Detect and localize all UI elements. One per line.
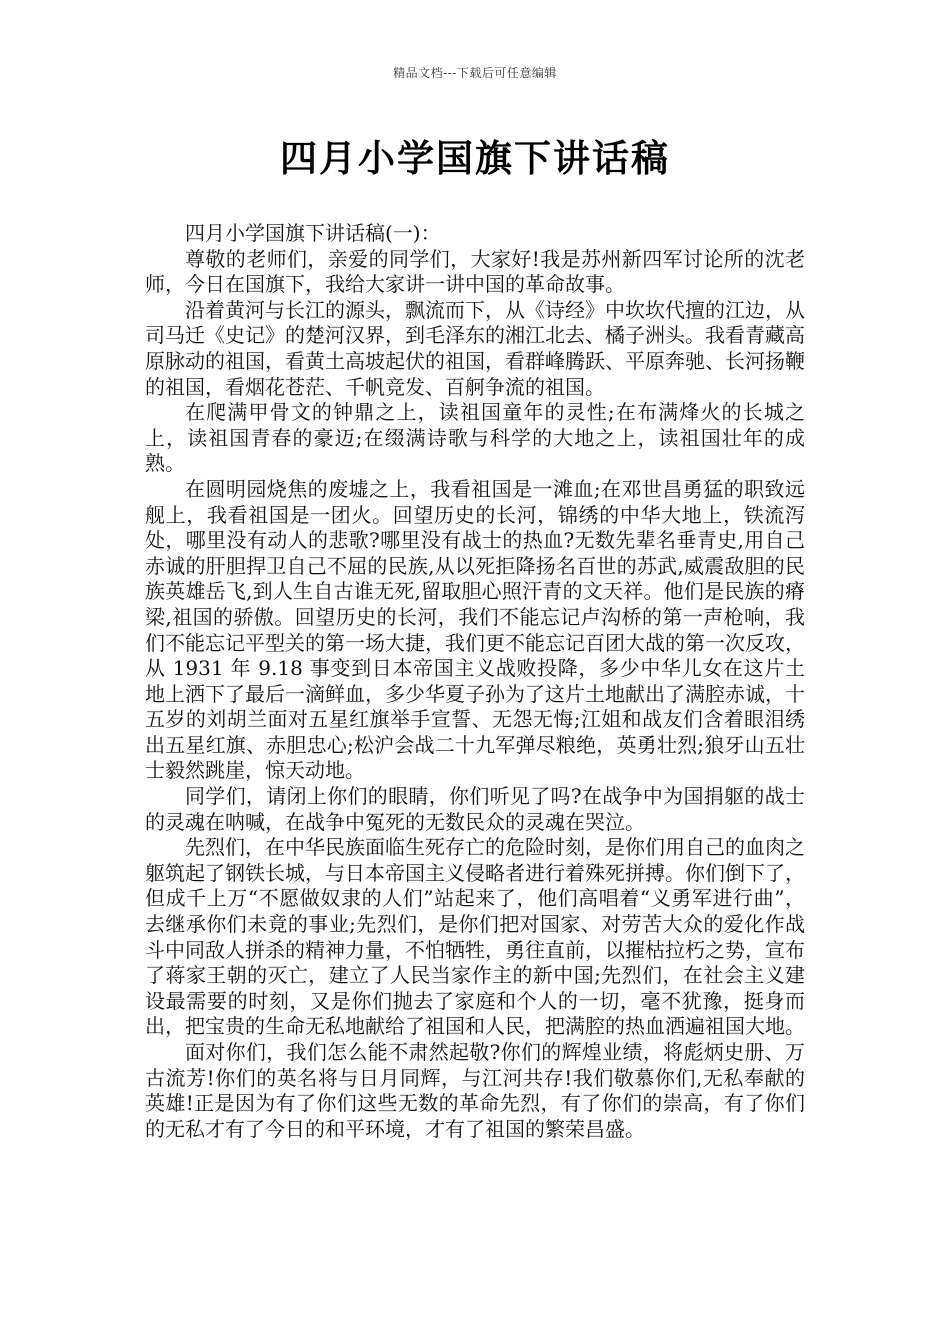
document-title: 四月小学国旗下讲话稿 (280, 137, 670, 180)
document-body (145, 221, 805, 1142)
paragraph: 在爬满甲骨文的钟鼎之上，读祖国童年的灵性;在布满烽火的长城之上，读祖国青春的豪迈;在缀满诗歌与科学的大地之上，读祖国壮年的成熟。 (145, 400, 805, 476)
paragraph-subtitle: 四月小学国旗下讲话稿(一)： (185, 221, 441, 245)
paragraph-greeting: 尊敬的老师们，亲爱的同学们，大家好!我是苏州新四军讨论所的沈老师，今日在国旗下，我给大家讲一讲中国的革命故事。 (145, 246, 805, 297)
paragraph: 同学们，请闭上你们的眼睛，你们听见了吗?在战争中为国捐躯的战士的灵魂在呐喊，在战争中冤死的无数民众的灵魂在哭泣。 (145, 784, 805, 834)
paragraph: 在圆明园烧焦的废墟之上，我看祖国是一滩血;在邓世昌勇猛的职致远舰上，我看祖国是一团火。回望历史的长河，锦绣的中华大地上，铁流泻处，哪里没有动人的悲歌?哪里没有战士的热血?无数先辈名垂青史,用自己赤诚的肝胆捍卫自己不屈的民族,从以死拒降扬名百世的苏武,威震敌胆的民族英雄岳飞,到人生自古谁无死,留取胆心照汗青的文天祥。他们是民族的瘠梁,祖国的骄傲。回望历史的长河，我们不能忘记卢沟桥的第一声枪响，我们不能忘记平型关的第一场大捷，我们更不能忘记百团大战的第一次反攻，从 1931 年 9.18 事变到日本帝国主义战败投降，多少中华儿女在这片土地上洒下了最后一滴鲜血，多少华夏子孙为了这片土地献出了满腔赤诚，十五岁的刘胡兰面对五星红旗举手宣誓、无怨无悔;江姐和战友们含着眼泪绣出五星红旗、赤胆忠心;松沪会战二十九军弹尽粮绝，英勇壮烈;狼牙山五壮士毅然跳崖，惊天动地。 (145, 476, 805, 783)
paragraph: 沿着黄河与长江的源头，飘流而下，从《诗经》中坎坎代擅的江边，从司马迁《史记》的楚河汉界，到毛泽东的湘江北去、橘子洲头。我看青藏高原脉动的祖国，看黄土高坡起伏的祖国，看群峰腾跃、平原奔驰、长河扬鞭的祖国，看烟花苍茫、千帆竞发、百舸争流的祖国。 (145, 297, 805, 399)
header-note: 精品文档---下载后可任意编辑 (393, 66, 557, 80)
paragraph: 面对你们，我们怎么能不肃然起敬?你们的辉煌业绩，将彪炳史册、万古流芳!你们的英名将与日月同辉，与江河共存!我们敬慕你们,无私奉献的英雄!正是因为有了你们这些无数的革命先烈，有了你们的崇高，有了你们的无私才有了今日的和平环境，才有了祖国的繁荣昌盛。 (145, 1040, 805, 1141)
paragraph: 先烈们，在中华民族面临生死存亡的危险时刻，是你们用自己的血肉之躯筑起了钢铁长城，与日本帝国主义侵略者进行着殊死拼搏。你们倒下了，但成千上万“不愿做奴隶的人们”站起来了，他们高唱着“义勇军进行曲”，去继承你们未竟的事业;先烈们，是你们把对国家、对劳苦大众的爱化作战斗中同敌人拼杀的精神力量，不怕牺牲，勇往直前，以摧枯拉朽之势，宣布了蒋家王朝的灭亡，建立了人民当家作主的新中国;先烈们，在社会主义建设最需要的时刻，又是你们抛去了家庭和个人的一切，毫不犹豫，挺身而出，把宝贵的生命无私地献给了祖国和人民，把满腔的热血洒遍祖国大地。 (145, 835, 805, 1039)
